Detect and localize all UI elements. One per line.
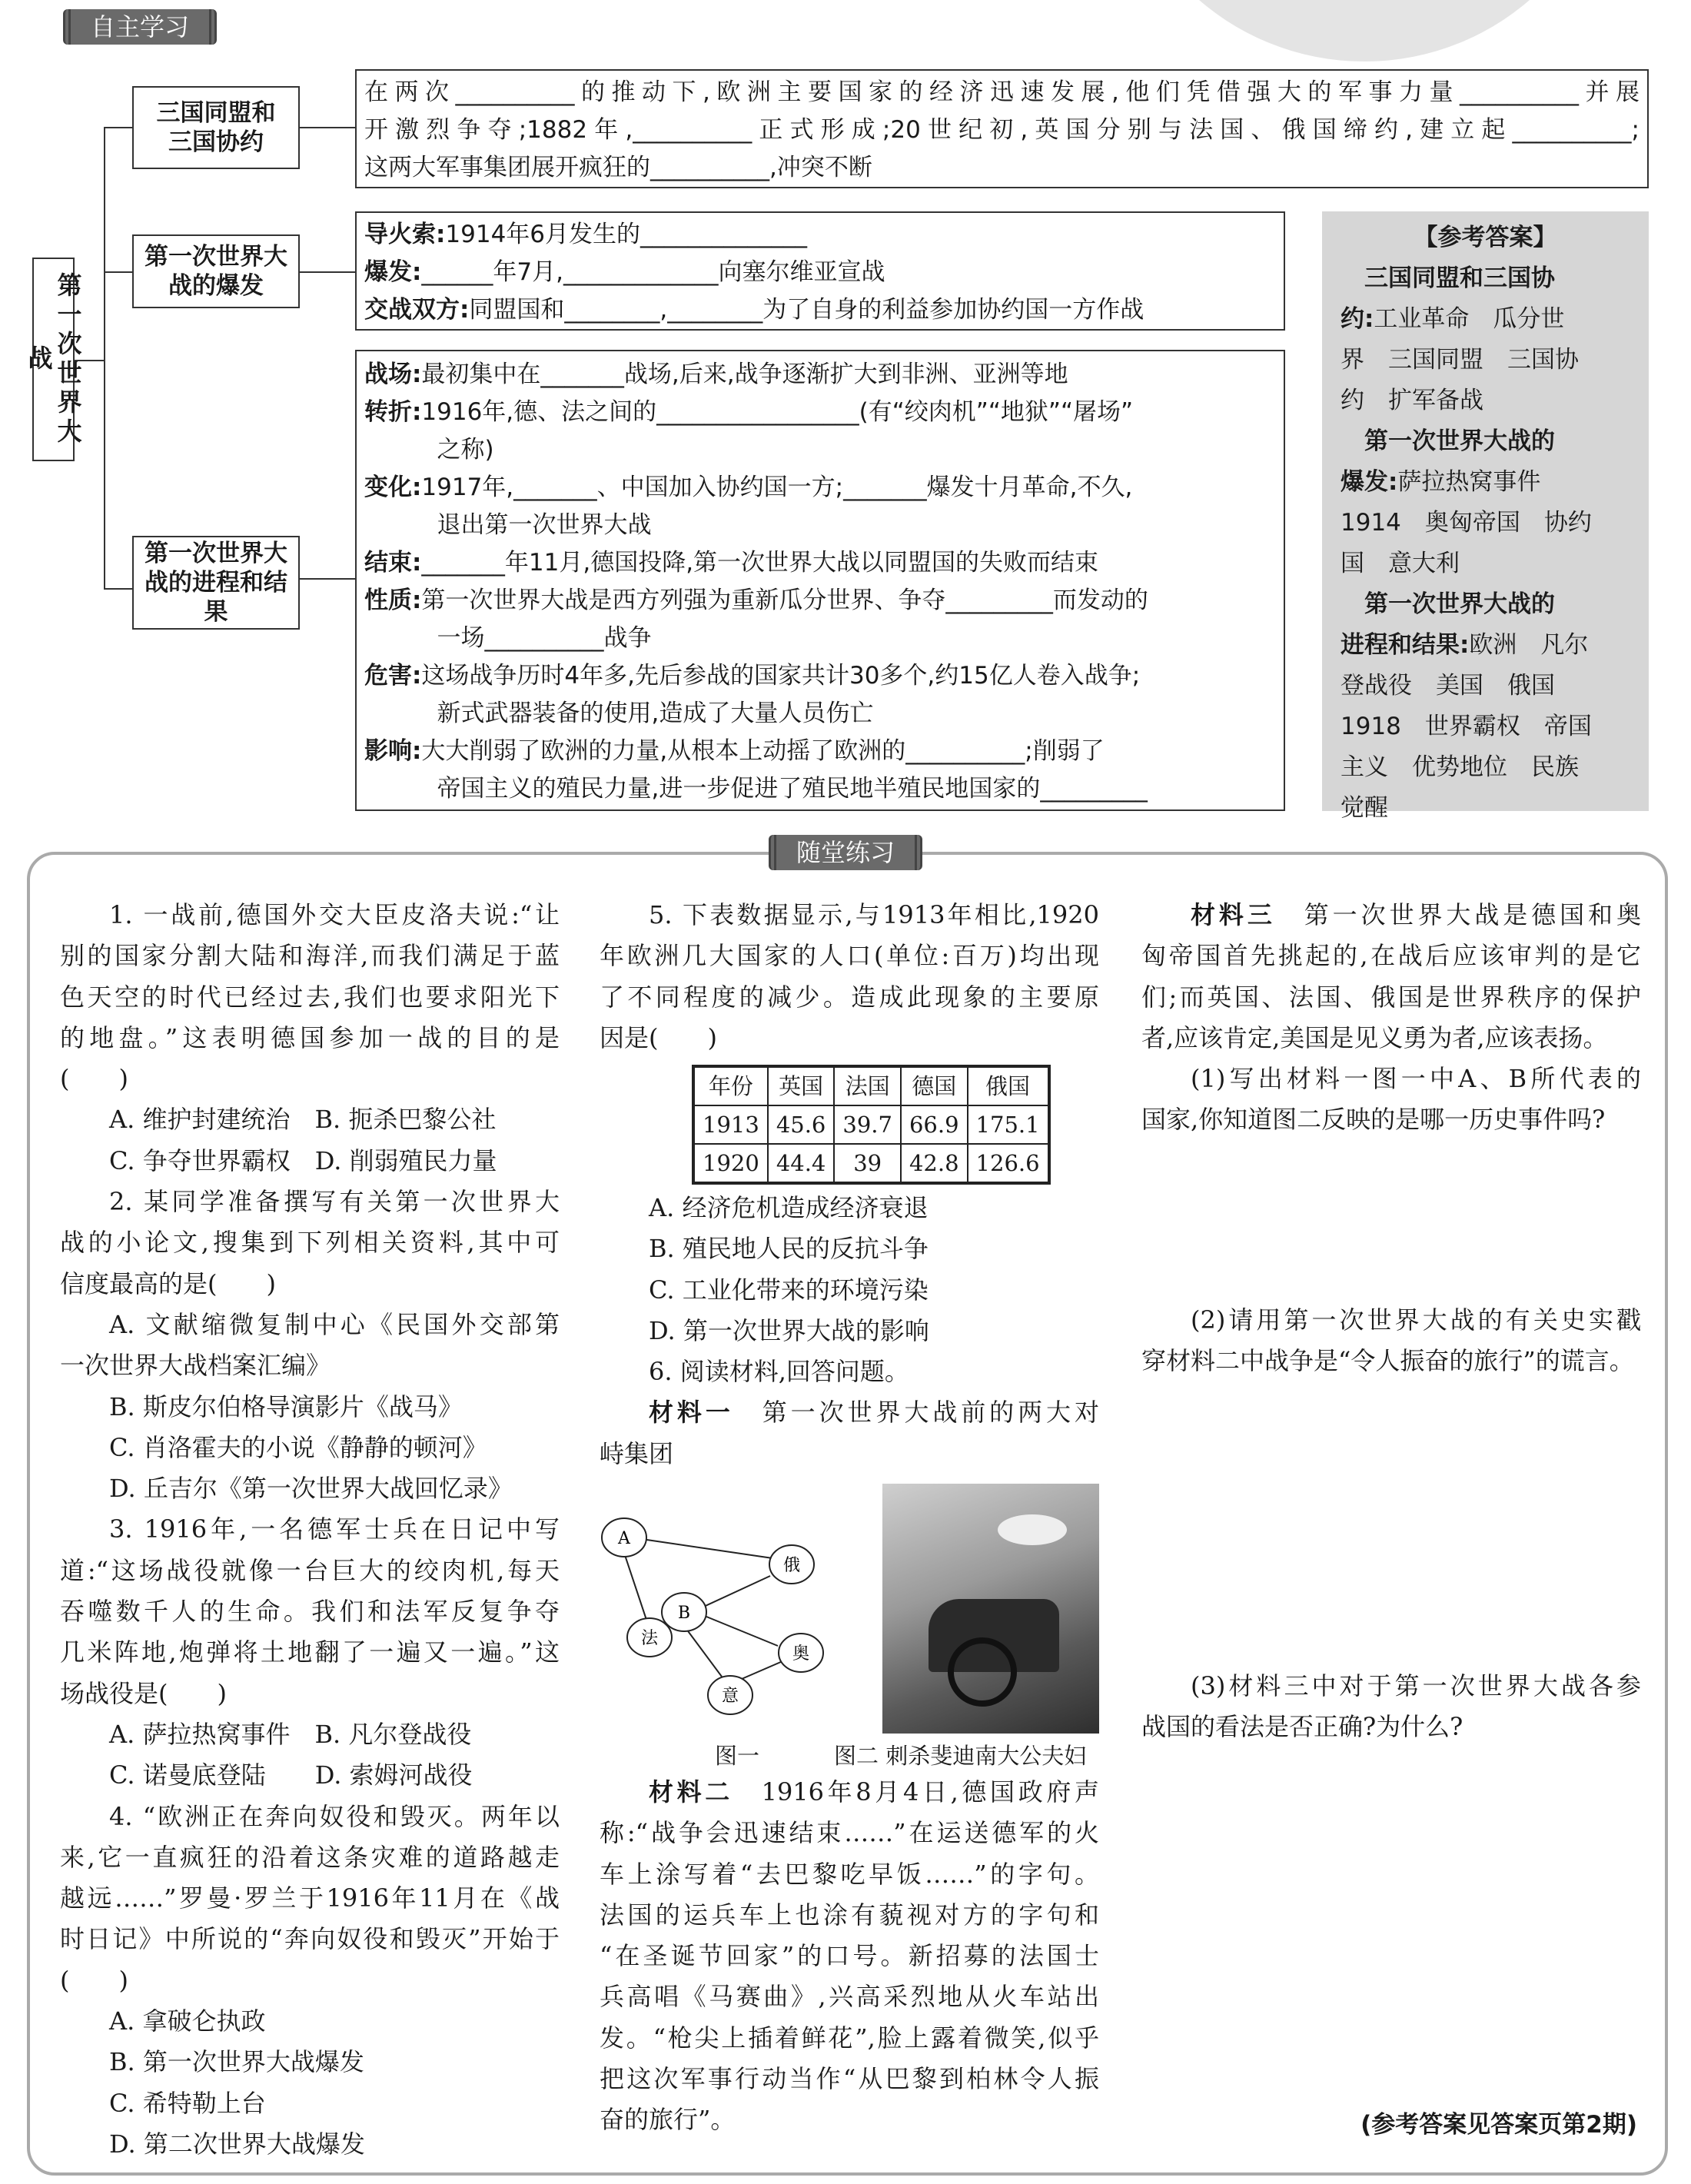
- table-cell: 42.8: [901, 1144, 968, 1183]
- answer-text: 欧洲 凡尔: [1469, 631, 1589, 659]
- paragraph-line: [1141, 1341, 1641, 1381]
- paragraph-line: [60, 1591, 560, 1632]
- line-text: 1916年8月4日,德国政府声: [733, 1777, 1099, 1807]
- line-text: A. 萨拉热窝事件 B. 凡尔登战役: [109, 1719, 472, 1749]
- table-cell: 66.9: [901, 1105, 968, 1144]
- line-text: C. 肖洛霍夫的小说《静静的顿河》: [109, 1432, 487, 1462]
- table-header-cell: 法国: [834, 1066, 901, 1105]
- paragraph-line: [1141, 1018, 1641, 1059]
- labeled-item: [364, 657, 1276, 695]
- answer-line: [1341, 258, 1630, 299]
- table-cell: 126.6: [968, 1144, 1049, 1183]
- table-cell: 39: [834, 1144, 901, 1183]
- item-text: _______年11月,德国投降,第一次世界大战以同盟国的失败而结束: [421, 549, 1099, 577]
- table-cell: 44.4: [768, 1144, 835, 1183]
- paragraph-line: [60, 1919, 560, 1960]
- item-label: 危害:: [364, 662, 422, 690]
- line-text: A. 经济危机造成经济衰退: [649, 1193, 929, 1222]
- line-text: 年欧洲几大国家的人口(单位:百万)均出现: [600, 941, 1099, 971]
- population-table: [692, 1065, 1051, 1185]
- table-row: [693, 1105, 1049, 1144]
- answer-text: 工业革命 瓜分世: [1374, 305, 1565, 333]
- line-text: D. 第二次世界大战爆发: [109, 2129, 365, 2159]
- paragraph-line: [600, 977, 1099, 1018]
- column-2-options: [600, 1188, 1099, 1474]
- item-label: 影响:: [364, 737, 422, 765]
- paragraph-line: [60, 1222, 560, 1263]
- column-3-material-3: [1141, 895, 1641, 1141]
- line-text: 车上涂写着“去巴黎吃早饭……”的字句。: [600, 1859, 1099, 1889]
- section-banner-self-study: 自主学习: [63, 9, 217, 45]
- material-label: 材料一: [649, 1398, 734, 1428]
- line-text: 5. 下表数据显示,与1913年相比,1920: [649, 900, 1099, 929]
- line-text: B. 斯皮尔伯格导演影片《战马》: [109, 1391, 463, 1421]
- line-text: 战的小论文,搜集到下列相关资料,其中可: [60, 1228, 560, 1258]
- line-text: 峙集团: [600, 1438, 674, 1468]
- answer-text: 1918 世界霸权 帝国: [1341, 713, 1592, 740]
- paragraph-line: [1141, 1059, 1641, 1099]
- paragraph-line: [60, 1345, 560, 1386]
- table-cell: 1913: [693, 1105, 768, 1144]
- table-header-cell: 年份: [693, 1066, 768, 1105]
- line-text: 色天空的时代已经过去,我们也要求阳光下: [60, 982, 560, 1012]
- answer-line: [1341, 381, 1630, 421]
- text-line: 这两大军事集团展开疯狂的__________,冲突不断: [364, 154, 872, 181]
- line-text: 了不同程度的减少。造成此现象的主要原: [600, 982, 1099, 1012]
- line-text: 穿材料二中战争是“令人振奋的旅行”的谎言。: [1141, 1346, 1634, 1376]
- text-line: 开激烈争夺;1882年,__________正式形成;20世纪初,英国分别与法国、俄国缔约,建立起__________;: [364, 116, 1640, 144]
- paragraph-line: [60, 2001, 560, 2042]
- paragraph-line: [60, 1141, 560, 1182]
- line-text: 3. 1916年,一名德军士兵在日记中写: [109, 1514, 560, 1544]
- line-text: C. 争夺世界霸权 D. 削弱殖民力量: [109, 1145, 497, 1175]
- diagram-node-label: B: [677, 1604, 691, 1623]
- connector: [300, 578, 355, 580]
- labeled-item: [364, 394, 1276, 431]
- line-text: 们;而英国、法国、俄国是世界秩序的保护: [1141, 982, 1641, 1012]
- answer-line: [1341, 584, 1630, 625]
- material-label: 材料三: [1191, 900, 1276, 929]
- table-cell: 175.1: [968, 1105, 1049, 1144]
- branch-node-progress: 第一次世界大战的进程和结果: [132, 536, 300, 630]
- connector: [75, 360, 104, 361]
- paragraph-line: [60, 1632, 560, 1673]
- paragraph-line: [1141, 1099, 1641, 1140]
- paragraph-line: [60, 1878, 560, 1919]
- line-text: B. 第一次世界大战爆发: [109, 2047, 364, 2077]
- line-text: 场战役是( ): [60, 1678, 227, 1708]
- paragraph-line: [600, 1270, 1099, 1311]
- line-text: 吞噬数千人的生命。我们和法军反复争夺: [60, 1597, 560, 1627]
- paragraph-line: [1141, 977, 1641, 1018]
- edge-b-italy: [684, 1626, 724, 1680]
- answer-line: [1341, 503, 1630, 544]
- table-cell: 39.7: [834, 1105, 901, 1144]
- answer-line: [1341, 747, 1630, 788]
- answer-line: [1341, 788, 1630, 829]
- answer-line: [1341, 340, 1630, 381]
- answer-heading: 第一次世界大战的: [1341, 427, 1555, 455]
- item-label: 爆发:: [364, 258, 422, 286]
- item-label: 性质:: [364, 587, 422, 614]
- branch-node-outbreak: 第一次世界大战的爆发: [132, 234, 300, 308]
- line-text: D. 第一次世界大战的影响: [649, 1315, 929, 1345]
- line-text: 战国的看法是否正确?为什么?: [1141, 1712, 1463, 1742]
- labeled-item: [364, 216, 1276, 254]
- diagram-node-label: 法: [640, 1629, 659, 1648]
- paragraph-line: [60, 1674, 560, 1714]
- connector: [104, 271, 132, 273]
- item-text: 大大削弱了欧洲的力量,从根本上动摇了欧洲的__________;削弱了: [421, 737, 1105, 765]
- labeled-item: [364, 254, 1276, 291]
- line-text: ( ): [60, 1965, 128, 1995]
- paragraph-line: [60, 977, 560, 1018]
- paragraph-line: [60, 1018, 560, 1059]
- column-3-q3: [1141, 1666, 1641, 1748]
- paragraph-line: [60, 1059, 560, 1099]
- paragraph-line: [60, 1755, 560, 1796]
- labeled-item: [364, 544, 1276, 582]
- paragraph-line: [60, 1182, 560, 1222]
- answer-text: 国 意大利: [1341, 550, 1460, 577]
- paragraph-line: [600, 1351, 1099, 1392]
- paragraph-line: [600, 1895, 1099, 1936]
- alliance-diagram: [600, 1480, 846, 1741]
- line-text: (3)材料三中对于第一次世界大战各参: [1191, 1671, 1641, 1700]
- line-text: “在圣诞节回家”的口号。新招募的法国士: [600, 1941, 1099, 1971]
- edge-austria-italy: [736, 1659, 788, 1681]
- diagram-node-label: 意: [721, 1687, 739, 1706]
- branch-node-alliances: 三国同盟和三国协约: [132, 86, 300, 169]
- paragraph-line: [600, 1311, 1099, 1351]
- table-header-row: [693, 1066, 1049, 1105]
- paragraph-line: [60, 2042, 560, 2083]
- answer-line: [1341, 666, 1630, 706]
- line-text: 法国的运兵车上也涂有藐视对方的字句和: [600, 1900, 1099, 1930]
- item-text-continued: 退出第一次世界大战: [437, 511, 652, 539]
- answer-text: 萨拉热窝事件: [1397, 468, 1541, 496]
- item-text-continued: 新式武器装备的使用,造成了大量人员伤亡: [437, 700, 874, 727]
- paragraph-line: [600, 1936, 1099, 1976]
- item-label: 转折:: [364, 398, 422, 426]
- line-text: 兵高唱《马赛曲》,兴高采烈地从火车站出: [600, 1982, 1099, 2012]
- answer-heading: 爆发:: [1341, 468, 1398, 496]
- table-header-cell: 英国: [768, 1066, 835, 1105]
- connector: [300, 271, 355, 273]
- line-text: B. 殖民地人民的反抗斗争: [649, 1234, 929, 1264]
- item-text: 第一次世界大战是西方列强为重新瓜分世界、争夺_________而发动的: [421, 587, 1148, 614]
- item-label: 战场:: [364, 361, 422, 388]
- line-text: A. 拿破仑执政: [109, 2006, 266, 2036]
- table-header-cell: 俄国: [968, 1066, 1049, 1105]
- line-text: 时日记》中所说的“奔向奴役和毁灭”开始于: [60, 1924, 560, 1954]
- table-header-cell: 德国: [901, 1066, 968, 1105]
- labeled-item: [364, 291, 1276, 329]
- line-text: 发。“枪尖上插着鲜花”,脸上露着微笑,似乎: [600, 2023, 1099, 2053]
- line-text: C. 希特勒上台: [109, 2088, 266, 2118]
- line-text: ( ): [60, 1064, 128, 1094]
- paragraph-line: [1141, 1666, 1641, 1707]
- column-1: [60, 895, 560, 2165]
- paragraph-line: [1141, 1707, 1641, 1747]
- item-label: 导火索:: [364, 221, 446, 248]
- line-text: 6. 阅读材料,回答问题。: [649, 1357, 909, 1387]
- labeled-item: [364, 469, 1276, 507]
- item-text: 1914年6月发生的______________: [445, 221, 808, 248]
- answer-line: [1341, 299, 1630, 340]
- paragraph-line: [600, 1392, 1099, 1433]
- paragraph-line: [60, 1797, 560, 1837]
- column-2-q5: [600, 895, 1099, 1059]
- decorative-circle: [1115, 0, 1614, 61]
- paragraph-line: [60, 936, 560, 976]
- assassination-photo: [882, 1484, 1099, 1734]
- footer-note: (参考答案见答案页第2期): [1360, 2111, 1637, 2139]
- paragraph-line: [600, 1813, 1099, 1853]
- paragraph-line: [60, 895, 560, 936]
- answer-line: [1341, 421, 1630, 462]
- line-text: 几米阵地,炮弹将土地翻了一遍又一遍。”这: [60, 1637, 560, 1667]
- item-label: 交战双方:: [364, 296, 470, 324]
- paragraph-line: [60, 1099, 560, 1140]
- line-text: C. 诺曼底登陆 D. 索姆河战役: [109, 1760, 473, 1790]
- labeled-item: [364, 582, 1276, 620]
- paragraph-line: [60, 1387, 560, 1428]
- line-text: 称:“战争会迅速结束……”在运送德军的火: [600, 1818, 1099, 1848]
- section-banner-practice: 随堂练习: [769, 835, 922, 870]
- answer-text: 1914 奥匈帝国 协约: [1341, 509, 1592, 537]
- paragraph-line: [60, 1551, 560, 1591]
- item-text: 这场战争历时4年多,先后参战的国家共计30多个,约15亿人卷入战争;: [421, 662, 1141, 690]
- paragraph-line: [60, 1305, 560, 1345]
- wheel-shape: [948, 1637, 1017, 1707]
- paragraph-line: [1141, 895, 1641, 936]
- answer-line: [1341, 462, 1630, 503]
- diagram-node-label: 奥: [792, 1644, 810, 1664]
- diagram-node-label: 俄: [782, 1556, 801, 1575]
- edge-a-france: [624, 1553, 647, 1622]
- line-text: A. 维护封建统治 B. 扼杀巴黎公社: [109, 1105, 497, 1135]
- content-box-progress: [355, 350, 1285, 811]
- line-text: 因是( ): [600, 1022, 717, 1052]
- item-text-continued: 之称): [437, 436, 494, 464]
- paragraph-line: [600, 1772, 1099, 1813]
- figure-1-caption: 图一: [715, 1743, 760, 1769]
- paragraph-line: [600, 1228, 1099, 1269]
- paragraph-line: [600, 2059, 1099, 2099]
- connector: [104, 127, 105, 588]
- line-text: 越远……”罗曼·罗兰于1916年11月在《战: [60, 1883, 560, 1913]
- edge-a-russia: [636, 1538, 778, 1559]
- paragraph-line: [600, 1018, 1099, 1059]
- table-cell: 1920: [693, 1144, 768, 1183]
- paragraph-line: [600, 2018, 1099, 2059]
- content-box-alliances: [355, 69, 1649, 188]
- paragraph-line: [60, 1509, 560, 1550]
- line-text: 信度最高的是( ): [60, 1268, 276, 1298]
- paragraph-line: [600, 1854, 1099, 1895]
- answer-text: 登战役 美国 俄国: [1341, 672, 1555, 700]
- root-node: 第一次世界大战: [32, 258, 75, 461]
- line-text: 4. “欧洲正在奔向奴役和毁灭。两年以: [109, 1801, 560, 1831]
- paragraph-line: [1141, 936, 1641, 976]
- line-text: 把这次军事行动当作“从巴黎到柏林令人振: [600, 2064, 1099, 2094]
- line-text: 第一次世界大战是德国和奥: [1275, 900, 1641, 929]
- line-text: 第一次世界大战前的两大对: [733, 1398, 1099, 1428]
- answer-heading: 进程和结果:: [1341, 631, 1470, 659]
- answer-text: 界 三国同盟 三国协: [1341, 346, 1579, 374]
- figure-2-caption: 图二 刺杀斐迪南大公夫妇: [834, 1743, 1087, 1769]
- line-text: 一次世界大战档案汇编》: [60, 1351, 331, 1381]
- item-text: 最初集中在_______战场,后来,战争逐渐扩大到非洲、亚洲等地: [421, 361, 1068, 388]
- table-row: [693, 1144, 1049, 1183]
- paragraph-line: [60, 2124, 560, 2165]
- paragraph-line: [60, 1428, 560, 1468]
- answer-heading: 约:: [1341, 305, 1374, 333]
- table-cell: 45.6: [768, 1105, 835, 1144]
- line-text: A. 文献缩微复制中心《民国外交部第: [109, 1309, 560, 1339]
- answer-title: 【参考答案】: [1414, 224, 1557, 251]
- column-2-material-2: [600, 1772, 1099, 2141]
- line-text: 1. 一战前,德国外交大臣皮洛夫说:“让: [109, 900, 560, 929]
- line-text: (1)写出材料一图一中A、B所代表的: [1191, 1064, 1641, 1094]
- population-table-wrap: [600, 1065, 1099, 1188]
- line-text: 道:“这场战役就像一台巨大的绞肉机,每天: [60, 1555, 560, 1585]
- line-text: 别的国家分割大陆和海洋,而我们满足于蓝: [60, 941, 560, 971]
- connector: [104, 127, 132, 128]
- answer-text: 约 扩军备战: [1341, 387, 1483, 414]
- paragraph-line: [60, 2083, 560, 2124]
- diagram-node-label: A: [618, 1529, 630, 1548]
- answer-line: [1341, 544, 1630, 584]
- reference-answer-panel: [1322, 211, 1649, 822]
- labeled-item: [364, 356, 1276, 394]
- line-text: (2)请用第一次世界大战的有关史实戳: [1191, 1305, 1641, 1335]
- answer-line: [1341, 625, 1630, 666]
- line-text: 2. 某同学准备撰写有关第一次世界大: [109, 1187, 560, 1217]
- answer-text: 主义 优势地位 民族: [1341, 753, 1579, 781]
- line-text: 来,它一直疯狂的沿着这条灾难的道路越走: [60, 1842, 560, 1872]
- paragraph-line: [1141, 1300, 1641, 1341]
- paragraph-line: [600, 2099, 1099, 2140]
- paragraph-line: [60, 1468, 560, 1509]
- line-text: 奋的旅行”。: [600, 2105, 736, 2135]
- line-text: 者,应该肯定,美国是见义勇为者,应该表扬。: [1141, 1022, 1608, 1052]
- paragraph-line: [60, 1264, 560, 1305]
- connector: [104, 588, 132, 590]
- item-text: 同盟国和________,________为了自身的利益参加协约国一方作战: [469, 296, 1144, 324]
- answer-heading: 第一次世界大战的: [1341, 590, 1555, 618]
- item-text: ______年7月,_____________向塞尔维亚宣战: [421, 258, 885, 286]
- connector: [300, 127, 355, 128]
- column-3-q2: [1141, 1300, 1641, 1382]
- item-text-continued: 一场__________战争: [437, 624, 652, 652]
- paragraph-line: [600, 936, 1099, 976]
- material-label: 材料二: [649, 1777, 733, 1807]
- content-box-outbreak: [355, 211, 1285, 331]
- item-label: 变化:: [364, 474, 422, 501]
- text-line: 在两次__________的推动下,欧洲主要国家的经济迅速发展,他们凭借强大的军事力量__________并展: [364, 78, 1640, 106]
- labeled-item: [364, 733, 1276, 770]
- item-label: 结束:: [364, 549, 422, 577]
- answer-line: [1341, 706, 1630, 747]
- line-text: 的地盘。”这表明德国参加一战的目的是: [60, 1022, 560, 1052]
- line-text: 匈帝国首先挑起的,在战后应该审判的是它: [1141, 941, 1641, 971]
- paragraph-line: [600, 1188, 1099, 1228]
- paragraph-line: [60, 1837, 560, 1878]
- hat-shape: [998, 1514, 1067, 1545]
- item-text: 1916年,德、法之间的_________________(有“绞肉机”“地狱”“屠场”: [421, 398, 1134, 426]
- answer-text: 觉醒: [1341, 794, 1388, 822]
- paragraph-line: [60, 1960, 560, 2001]
- paragraph-line: [60, 1714, 560, 1755]
- line-text: D. 丘吉尔《第一次世界大战回忆录》: [109, 1474, 513, 1504]
- line-text: 国家,你知道图二反映的是哪一历史事件吗?: [1141, 1105, 1606, 1135]
- paragraph-line: [600, 895, 1099, 936]
- item-text: 1917年,_______、中国加入协约国一方;_______爆发十月革命,不久,: [421, 474, 1133, 501]
- paragraph-line: [600, 1976, 1099, 2017]
- paragraph-line: [600, 1434, 1099, 1474]
- line-text: C. 工业化带来的环境污染: [649, 1275, 929, 1305]
- item-text-continued: 帝国主义的殖民力量,进一步促进了殖民地半殖民地国家的_________: [437, 775, 1148, 803]
- answer-heading: 三国同盟和三国协: [1341, 264, 1555, 292]
